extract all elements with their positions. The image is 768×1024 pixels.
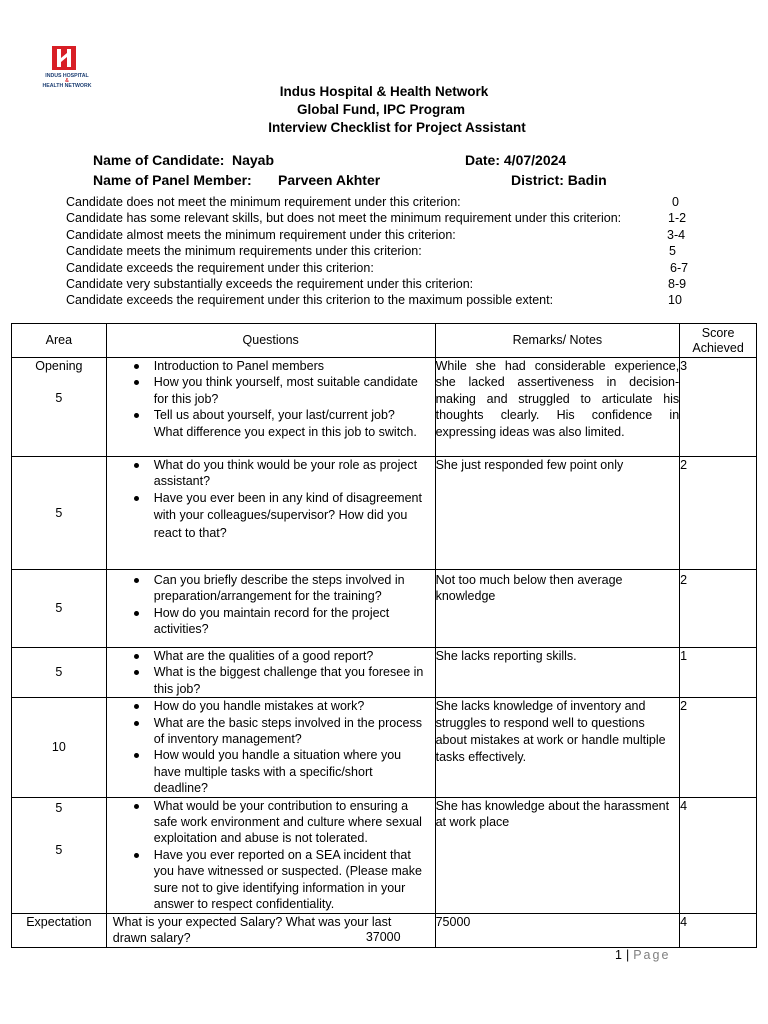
questions-cell <box>106 648 435 698</box>
questions-cell <box>106 913 435 947</box>
criterion-row <box>66 227 706 243</box>
question-item: What would be your contribution to ensuring a safe work environment and culture where sexual exploitation and abuse is not tolerated. <box>154 798 427 847</box>
criterion-score: 8-9 <box>668 276 687 291</box>
area-max-score: 5 <box>12 457 107 570</box>
logo-ampersand: & <box>65 78 69 84</box>
page-label: Page <box>633 948 671 962</box>
criterion-text: Candidate almost meets the minimum requirement under this criterion: <box>66 227 456 242</box>
criterion-row <box>66 243 706 259</box>
questions-header: Questions <box>106 324 435 358</box>
question-item: Can you briefly describe the steps involved in preparation/arrangement for the training? <box>154 572 427 605</box>
panel-member-label: Name of Panel Member: <box>93 172 252 188</box>
criterion-text: Candidate does not meet the minimum requirement under this criterion: <box>66 195 461 209</box>
questions-cell <box>106 797 435 913</box>
area-header: Area <box>12 324 107 358</box>
score-achieved: 4 <box>680 797 757 913</box>
table-row <box>12 358 757 457</box>
organization-title: Indus Hospital & Health Network <box>279 84 489 99</box>
criterion-text: Candidate meets the minimum requirements under this criterion: <box>66 244 422 259</box>
question-item: Tell us about yourself, your last/current job? What difference you expect in this job to switch. <box>154 407 427 440</box>
hospital-logo-icon <box>52 46 76 70</box>
criterion-row <box>66 292 706 308</box>
remarks-cell: She just responded few point only <box>435 457 680 570</box>
last-drawn-salary: 37000 <box>365 930 401 945</box>
question-item: Introduction to Panel members <box>154 358 427 374</box>
footer-separator: | <box>625 948 630 962</box>
remarks-header: Remarks/ Notes <box>435 324 680 358</box>
page-footer <box>615 948 670 962</box>
remarks-cell: She lacks knowledge of inventory and struggles to respond well to questions about mistakes at work or handle multiple tasks effectively. <box>435 698 680 797</box>
criterion-text: Candidate exceeds the requirement under this criterion to the maximum possible extent: <box>66 293 554 308</box>
remarks-cell: She lacks reporting skills. <box>435 648 680 698</box>
remarks-cell: Not too much below then average knowledge <box>435 570 680 648</box>
criterion-row <box>66 260 706 276</box>
panel-member-value: Parveen Akhter <box>278 172 381 188</box>
remarks-cell: 75000 <box>435 913 680 947</box>
questions-cell <box>106 358 435 457</box>
remarks-cell: While she had considerable experience, she lacked assertiveness in decision-making and struggled to articulate his thoughts clearly. His confidence in expressing ideas was also limited. <box>435 358 680 457</box>
document-header <box>0 83 768 137</box>
interview-checklist-table <box>11 323 757 948</box>
table-row <box>12 797 757 913</box>
page-number: 1 <box>615 948 622 962</box>
table-row <box>12 570 757 648</box>
questions-cell <box>106 457 435 570</box>
question-item: What are the qualities of a good report? <box>154 648 427 664</box>
candidate-name-value: Nayab <box>232 152 275 168</box>
area-max-score: 5 <box>55 391 63 406</box>
area-max-score: 5 <box>55 800 63 815</box>
criterion-score: 1-2 <box>668 211 687 226</box>
candidate-name-field <box>93 152 275 168</box>
criterion-text: Candidate exceeds the requirement under this criterion: <box>66 260 374 275</box>
salary-question: What is your expected Salary? What was your last drawn salary? <box>112 914 392 946</box>
area-max-score: 10 <box>12 698 107 797</box>
question-item: Have you ever reported on a SEA incident that you have witnessed or suspected. (Please make sure not to give identifying information in your answer to respect confidentiality. <box>154 847 427 913</box>
score-achieved: 3 <box>680 358 757 457</box>
score-achieved: 2 <box>680 698 757 797</box>
criterion-row <box>66 276 706 292</box>
score-achieved: 2 <box>680 457 757 570</box>
area-cell <box>12 797 107 913</box>
criterion-text: Candidate very substantially exceeds the requirement under this criterion: <box>66 276 474 291</box>
criterion-text: Candidate has some relevant skills, but does not meet the minimum requirement under this criterion: <box>66 211 622 226</box>
score-achieved: 4 <box>680 913 757 947</box>
questions-cell <box>106 698 435 797</box>
table-header-row <box>12 324 757 358</box>
questions-cell <box>106 570 435 648</box>
area-label: Opening <box>35 359 83 373</box>
district: District: Badin <box>511 172 607 188</box>
question-item: How you think yourself, most suitable candidate for this job? <box>154 374 427 407</box>
interview-date: Date: 4/07/2024 <box>465 152 567 168</box>
logo-line-2: HEALTH NETWORK <box>42 83 92 89</box>
candidate-name-label: Name of Candidate: <box>93 152 225 168</box>
criterion-score: 5 <box>669 244 676 259</box>
table-row <box>12 648 757 698</box>
table-row <box>12 698 757 797</box>
program-title: Global Fund, IPC Program <box>296 102 465 117</box>
area-max-score: 5 <box>12 648 107 698</box>
criterion-score: 3-4 <box>667 227 686 242</box>
criterion-row <box>66 194 706 210</box>
area-label: Expectation <box>12 913 107 947</box>
score-achieved: 2 <box>680 570 757 648</box>
question-item: What do you think would be your role as project assistant? <box>154 457 427 490</box>
score-header: Score Achieved <box>680 324 757 358</box>
criterion-row <box>66 210 706 226</box>
question-item: Have you ever been in any kind of disagreement with your colleagues/supervisor? How did you react to that? <box>154 490 427 543</box>
table-row <box>12 913 757 947</box>
score-achieved: 1 <box>680 648 757 698</box>
checklist-title: Interview Checklist for Project Assistant <box>268 120 526 135</box>
criterion-score: 6-7 <box>670 260 689 275</box>
question-item: How would you handle a situation where you have multiple tasks with a specific/short deadline? <box>154 747 427 796</box>
scoring-criteria <box>66 194 706 309</box>
question-item: What is the biggest challenge that you foresee in this job? <box>154 664 427 697</box>
area-max-score: 5 <box>55 843 63 858</box>
criterion-score: 10 <box>668 293 682 308</box>
criterion-score: 0 <box>672 195 679 209</box>
question-item: How do you handle mistakes at work? <box>154 698 427 714</box>
question-item: How do you maintain record for the project activities? <box>154 605 427 638</box>
logo-line-1: INDUS HOSPITAL <box>45 73 89 79</box>
area-cell <box>12 358 107 457</box>
question-item: What are the basic steps involved in the process of inventory management? <box>154 715 427 748</box>
panel-member-field <box>93 172 381 188</box>
remarks-cell: She has knowledge about the harassment at work place <box>435 797 680 913</box>
table-row <box>12 457 757 570</box>
area-max-score: 5 <box>12 570 107 648</box>
